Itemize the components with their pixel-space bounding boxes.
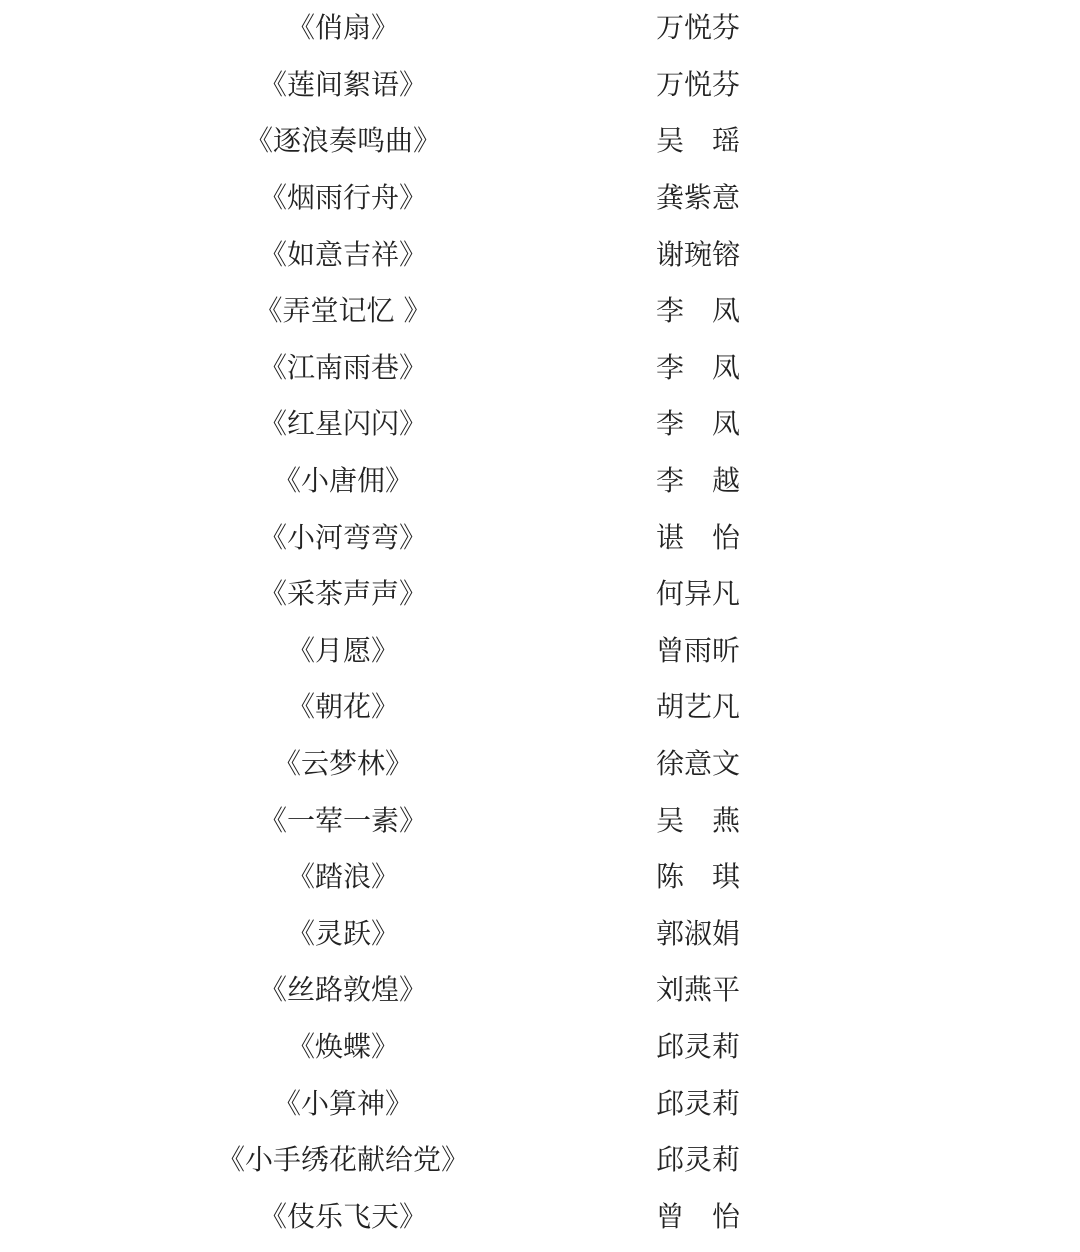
list-item [0,57,1080,114]
program-title: 《烟雨行舟》 [258,181,428,215]
program-title: 《焕蝶》 [286,1029,400,1063]
program-title: 《小唐佣》 [272,464,414,498]
program-title: 《丝路敦煌》 [258,973,428,1007]
performer-name: 李 凤 [656,350,741,384]
program-title: 《采茶声声》 [258,577,428,611]
program-title: 《灵跃》 [286,916,400,950]
list-item [0,226,1080,283]
list-item [0,962,1080,1019]
list-item [0,1019,1080,1076]
program-title: 《弄堂记忆 》 [254,294,432,328]
performer-name: 邱灵莉 [656,1143,741,1177]
program-title: 《逐浪奏鸣曲》 [244,124,442,158]
list-item [0,0,1080,57]
program-title: 《月愿》 [286,633,400,667]
program-title: 《莲间絮语》 [258,67,428,101]
list-item [0,1132,1080,1189]
performer-name: 谢琬镕 [656,237,741,271]
performer-name: 龚紫意 [656,181,741,215]
program-title: 《江南雨巷》 [258,350,428,384]
list-item [0,170,1080,227]
performer-name: 刘燕平 [656,973,741,1007]
list-item [0,340,1080,397]
performer-name: 李 凤 [656,407,741,441]
program-title: 《朝花》 [286,690,400,724]
list-item [0,792,1080,849]
program-title: 《小手绣花献给党》 [216,1143,470,1177]
performer-name: 万悦芬 [656,11,741,45]
program-title: 《伎乐飞天》 [258,1199,428,1233]
program-title: 《俏扇》 [286,11,400,45]
performer-name: 曾 怡 [656,1199,741,1233]
performer-name: 李 凤 [656,294,741,328]
list-item [0,566,1080,623]
list-item [0,283,1080,340]
performer-name: 陈 琪 [656,860,741,894]
performer-name: 邱灵莉 [656,1086,741,1120]
performer-name: 万悦芬 [656,67,741,101]
program-title: 《红星闪闪》 [258,407,428,441]
list-item [0,623,1080,680]
list-item [0,1075,1080,1132]
performer-name: 邱灵莉 [656,1029,741,1063]
list-item [0,849,1080,906]
performer-name: 郭淑娟 [656,916,741,950]
performer-name: 李 越 [656,464,741,498]
program-title: 《小河弯弯》 [258,520,428,554]
list-item [0,1188,1080,1245]
program-title: 《小算神》 [272,1086,414,1120]
performer-name: 胡艺凡 [656,690,741,724]
program-title: 《如意吉祥》 [258,237,428,271]
list-item [0,453,1080,510]
performer-name: 何异凡 [656,577,741,611]
program-title: 《云梦林》 [272,747,414,781]
program-title: 《踏浪》 [286,860,400,894]
list-item [0,736,1080,793]
performer-name: 谌 怡 [656,520,741,554]
list-item [0,396,1080,453]
performer-name: 吴 燕 [656,803,741,837]
performer-name: 吴 瑶 [656,124,741,158]
program-title: 《一荤一素》 [258,803,428,837]
performer-name: 曾雨昕 [656,633,741,667]
list-item [0,906,1080,963]
list-item [0,509,1080,566]
performer-name: 徐意文 [656,747,741,781]
list-item [0,113,1080,170]
list-item [0,679,1080,736]
